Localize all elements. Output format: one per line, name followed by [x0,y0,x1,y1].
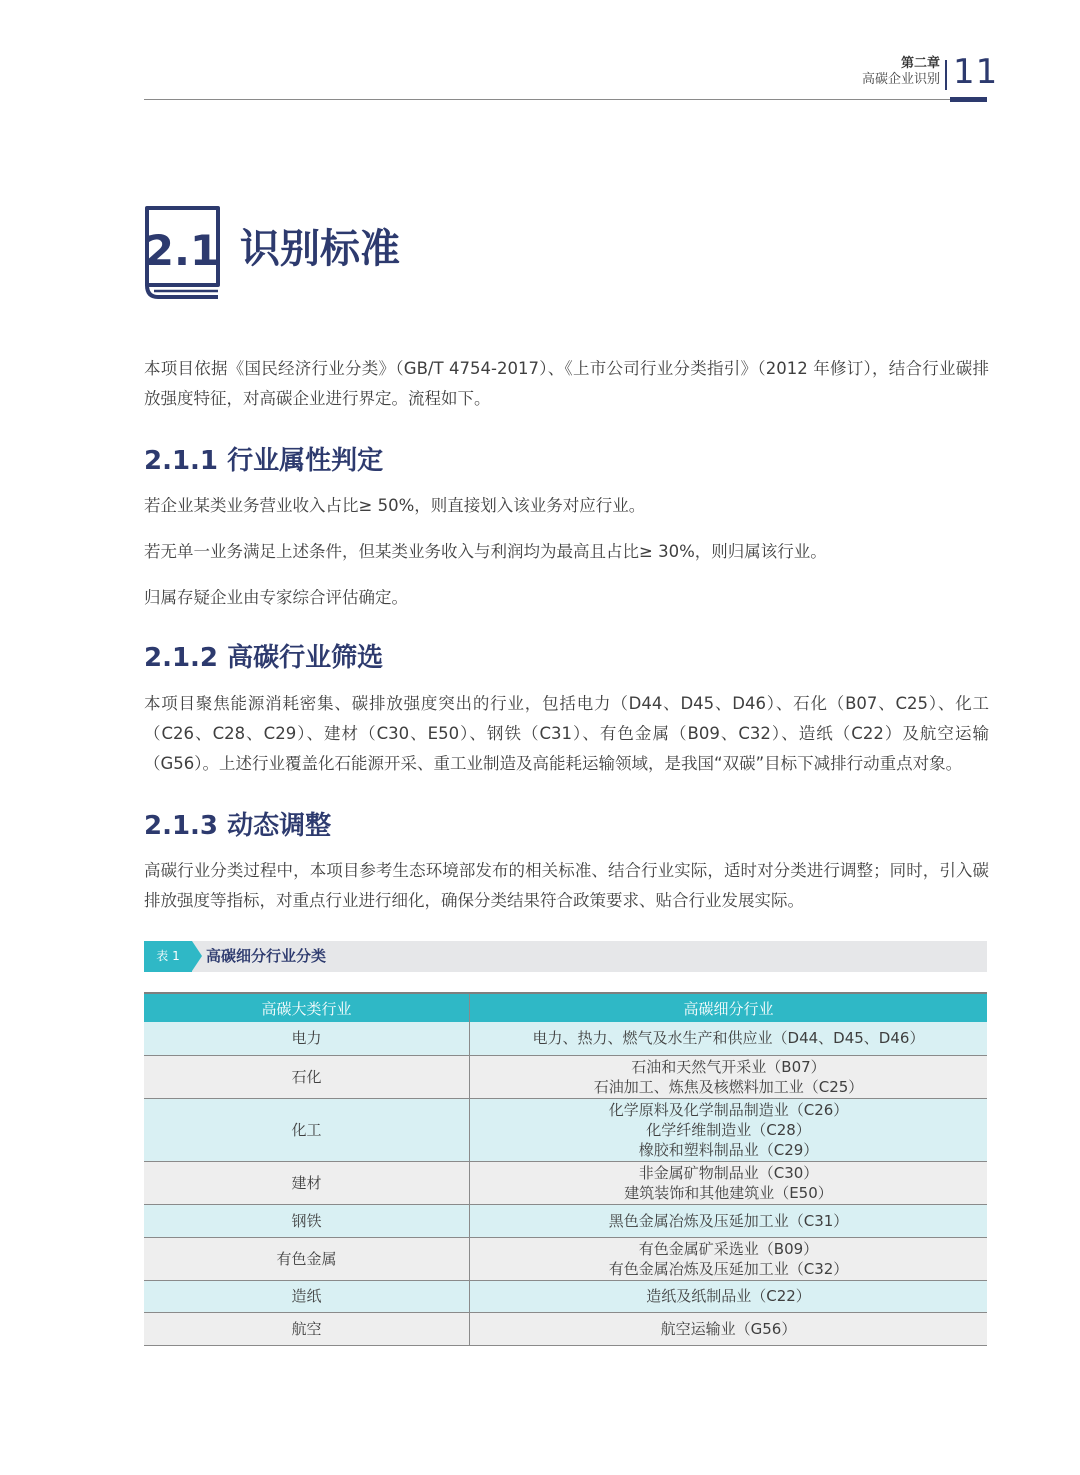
subcategory-line: 非金属矿物制品业（C30） [638,1163,819,1182]
category-cell: 造纸 [144,1280,470,1312]
chapter-header [862,56,940,88]
subcategory-line: 电力、热力、燃气及水生产和供应业（D44、D45、D46） [532,1029,925,1048]
paragraph: 高碳行业分类过程中，本项目参考生态环境部发布的相关标准、结合行业实际，适时对分类进行调整；同时，引入碳排放强度等指标，对重点行业进行细化，确保分类结果符合政策要求、贴合行业发展实际。 [144,861,989,910]
subcategory-line: 建筑装饰和其他建筑业（E50） [624,1183,833,1202]
intro-paragraph [144,354,989,414]
header-rule [144,99,987,100]
chapter-subtitle: 高碳企业识别 [861,72,940,87]
page-number: 11 [953,52,999,92]
subsection-title-2-1-2: 2.1.2 高碳行业筛选 [144,643,384,673]
subcategory-cell [470,1161,988,1204]
table-caption [144,941,987,972]
subcategory-cell [470,1312,988,1345]
subsection-2-1-3-body [144,856,989,916]
table-row [144,1312,987,1345]
table-row [144,1280,987,1312]
subcategory-line: 化学纤维制造业（C28） [646,1120,811,1139]
category-cell: 建材 [144,1161,470,1204]
category-cell: 化工 [144,1098,470,1161]
industry-classification-table [144,992,987,1346]
subcategory-line: 化学原料及化学制品制造业（C26） [608,1100,849,1119]
subcategory-line: 有色金属矿采选业（B09） [638,1239,819,1258]
header-separator [945,60,947,90]
paragraph: 若企业某类业务营业收入占比≥ 50%，则直接划入该业务对应行业。 [144,496,646,515]
paragraph: 归属存疑企业由专家综合评估确定。 [144,588,408,607]
table-caption-title: 高碳细分行业分类 [206,947,327,965]
subsection-2-1-1-body [144,491,989,521]
subsection-title-2-1-1: 2.1.1 行业属性判定 [144,446,384,476]
table-number-tag: 表 1 [144,941,192,972]
column-header: 高碳细分行业 [470,993,988,1022]
subcategory-cell [470,1098,988,1161]
subcategory-cell [470,1204,988,1237]
section-number: 2.1 [144,226,220,275]
category-cell: 石化 [144,1055,470,1098]
chapter-label: 第二章 [900,56,940,71]
table-row [144,1098,987,1161]
subcategory-line: 有色金属冶炼及压延加工业（C32） [608,1259,849,1278]
subcategory-line: 造纸及纸制品业（C22） [646,1287,811,1305]
paragraph: 本项目聚焦能源消耗密集、碳排放强度突出的行业，包括电力（D44、D45、D46）、石化（B07、C25）、化工（C26、C28、C29）、建材（C30、E50）、钢铁（C31）、有色金属（B09、C32）、造纸（C22）及航空运输（G56）。上述行业覆盖化石能源开采、重工业制造及高能耗运输领域，是我国“双碳”目标下减排行动重点对象。 [144,694,989,773]
table-row [144,1237,987,1280]
table-row [144,1204,987,1237]
category-cell: 钢铁 [144,1204,470,1237]
table-row [144,1161,987,1204]
category-cell: 有色金属 [144,1237,470,1280]
subsection-title-2-1-3: 2.1.3 动态调整 [144,811,332,841]
subcategory-line: 航空运输业（G56） [660,1319,797,1338]
table-row [144,1055,987,1098]
subcategory-cell [470,1280,988,1312]
category-cell: 航空 [144,1312,470,1345]
table-row [144,1022,987,1055]
subsection-2-1-2-body [144,689,989,779]
header-accent-bar [950,97,987,102]
section-title: 识别标准 [240,226,400,272]
subsection-2-1-1-body [144,583,989,613]
column-header: 高碳大类行业 [144,993,470,1022]
subcategory-cell [470,1022,988,1055]
table-header-row [144,993,987,1022]
subcategory-line: 橡胶和塑料制品业（C29） [638,1140,819,1159]
subcategory-line: 石油加工、炼焦及核燃料加工业（C25） [593,1077,864,1096]
subcategory-line: 石油和天然气开采业（B07） [631,1057,826,1076]
category-cell: 电力 [144,1022,470,1055]
subcategory-line: 黑色金属冶炼及压延加工业（C31） [608,1211,849,1230]
subcategory-cell [470,1237,988,1280]
intro-text: 本项目依据《国民经济行业分类》（GB/T 4754-2017）、《上市公司行业分类指引》（2012 年修订），结合行业碳排放强度特征，对高碳企业进行界定。流程如下。 [144,359,989,408]
subsection-2-1-1-body [144,537,989,567]
section-number-badge [144,205,224,300]
paragraph: 若无单一业务满足上述条件，但某类业务收入与利润均为最高且占比≥ 30%，则归属该行业。 [144,542,827,561]
subcategory-cell [470,1055,988,1098]
book-badge-icon [144,205,224,300]
